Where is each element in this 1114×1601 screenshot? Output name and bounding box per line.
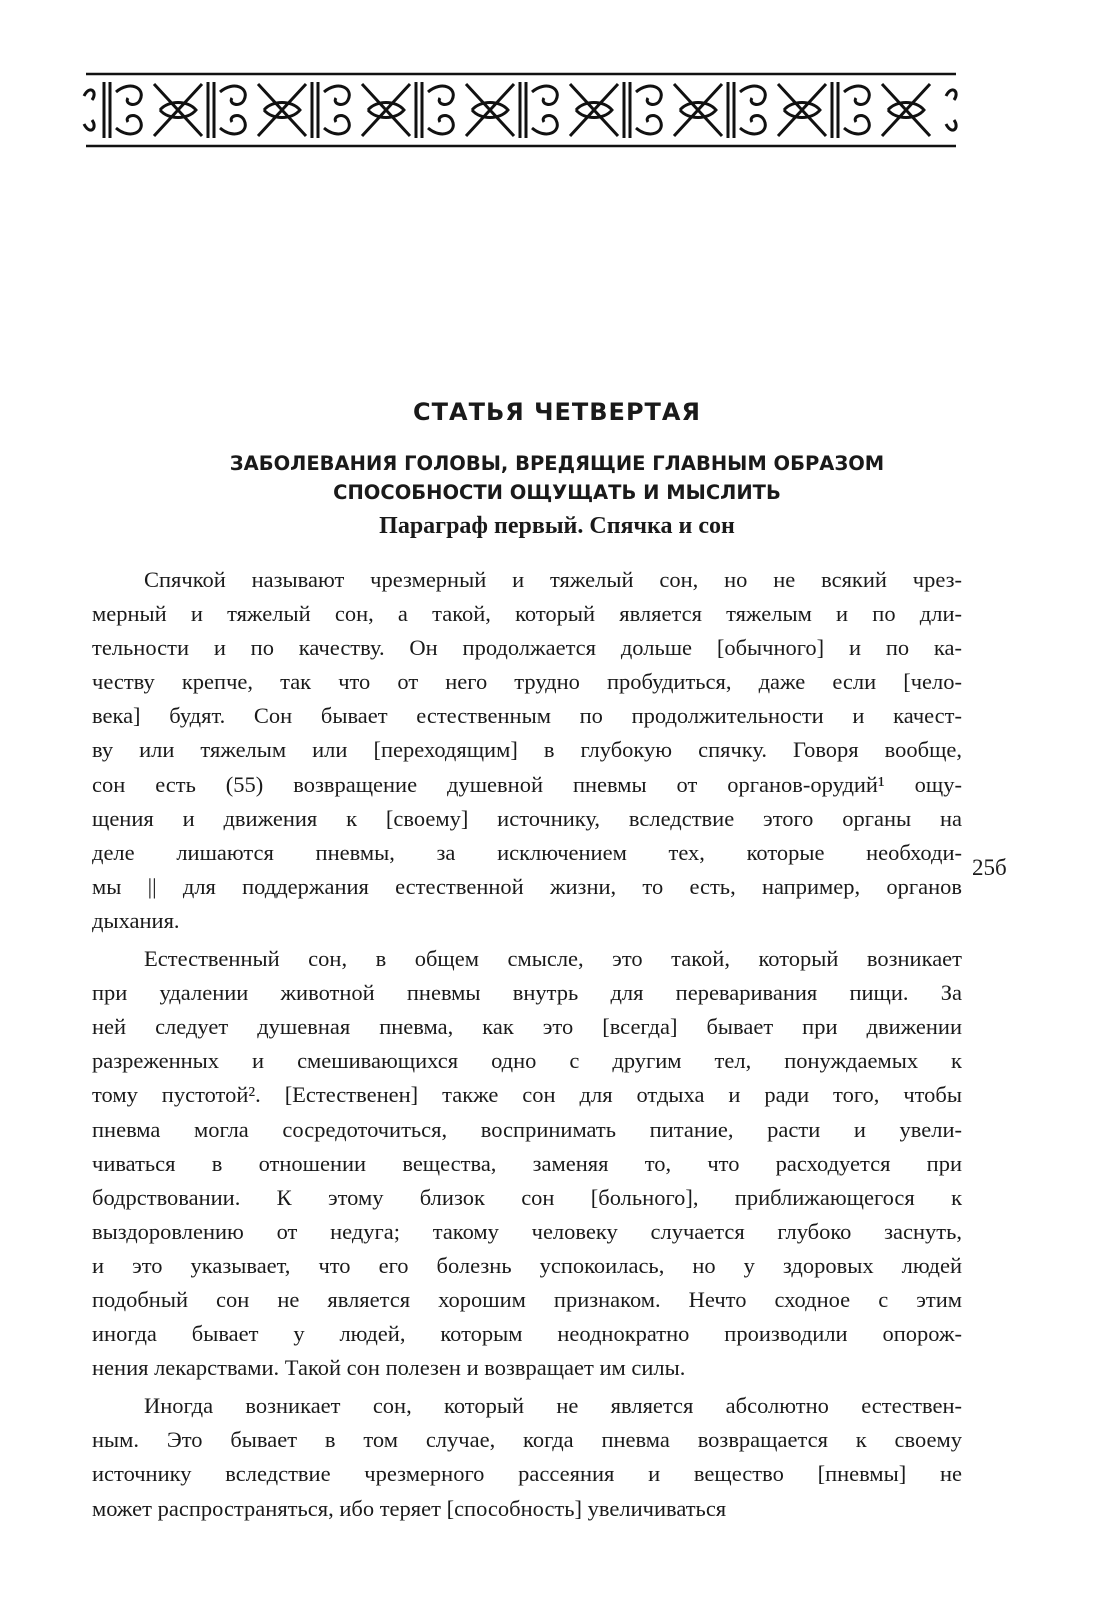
text-line: ным. Это бывает в том случае, когда пневма возвращается к своему	[92, 1427, 962, 1453]
text-line: ву или тяжелым или [переходящим] в глубокую спячку. Говоря вообще,	[92, 737, 962, 763]
subtitle-line: ЗАБОЛЕВАНИЯ ГОЛОВЫ, ВРЕДЯЩИЕ ГЛАВНЫМ ОБРАЗОМ	[229, 452, 885, 475]
text-line: Спячкой называют чрезмерный и тяжелый сон, но не всякий чрез-	[144, 567, 962, 592]
text-line: дыхания.	[92, 907, 180, 933]
text-line: источнику вследствие чрезмерного рассеяния и вещество [пневмы] не	[92, 1461, 962, 1487]
text-line: разреженных и смешивающихся одно с другим тел, понуждаемых к	[92, 1048, 962, 1074]
text-line: честву крепче, так что от него трудно пробудиться, даже если [чело-	[92, 669, 962, 695]
paragraph	[92, 942, 962, 1385]
text-line: Естественный сон, в общем смысле, это такой, который возникает	[144, 946, 962, 972]
paragraph	[92, 563, 962, 938]
text-line: века] будят. Сон бывает естественным по продолжительности и качест-	[92, 703, 962, 729]
text-line: мерный и тяжелый сон, а такой, который является тяжелым и по дли-	[92, 601, 962, 627]
text-line: выздоровлению от недуга; такому человеку случается глубоко заснуть,	[92, 1218, 962, 1244]
text-line: щения и движения к [своему] источнику, вследствие этого органы на	[92, 805, 962, 831]
text-line: мы || для поддержания естественной жизни, то есть, например, органов	[92, 873, 962, 899]
body-text	[92, 563, 962, 1526]
chapter-subtitle	[150, 449, 964, 507]
text-line: и это указывает, что его болезнь успокоилась, но у здоровых людей	[92, 1252, 962, 1278]
text-line: иногда бывает у людей, которым неоднократно производили опорож-	[92, 1321, 962, 1347]
text-line: тому пустотой². [Естественен] также сон для отдыха и ради того, чтобы	[92, 1082, 962, 1108]
text-line: тельности и по качеству. Он продолжается дольше [обычного] и по ка-	[92, 635, 962, 661]
text-line: пневма могла сосредоточиться, воспринимать питание, расти и увели-	[92, 1116, 962, 1142]
text-line: подобный сон не является хорошим признаком. Нечто сходное с этим	[92, 1286, 962, 1312]
text-line: может распространяться, ибо теряет [способность] увеличиваться	[92, 1495, 727, 1521]
chapter-title: СТАТЬЯ ЧЕТВЕРТАЯ	[413, 398, 701, 426]
subtitle-line: СПОСОБНОСТИ ОЩУЩАТЬ И МЫСЛИТЬ	[333, 481, 781, 504]
decorative-ornament-band	[82, 70, 958, 150]
paragraph-title: Параграф первый. Спячка и сон	[379, 513, 735, 539]
text-line: нения лекарствами. Такой сон полезен и возвращает им силы.	[92, 1355, 686, 1381]
paragraph	[92, 1389, 962, 1525]
text-line: при удалении животной пневмы внутрь для переваривания пищи. За	[92, 980, 962, 1006]
text-line: ней следует душевная пневма, как это [всегда] бывает при движении	[92, 1014, 962, 1040]
text-line: бодрствовании. К этому близок сон [больного], приближающегося к	[92, 1184, 962, 1210]
margin-page-number: 25б	[972, 855, 1007, 880]
text-line: деле лишаются пневмы, за исключением тех, которые необходи-	[92, 839, 962, 865]
text-line: чиваться в отношении вещества, заменяя то, что расходуется при	[92, 1150, 962, 1176]
text-line: сон есть (55) возвращение душевной пневмы от органов-орудий¹ ощу-	[92, 771, 962, 797]
text-line: Иногда возникает сон, который не является абсолютно естествен-	[144, 1393, 962, 1419]
